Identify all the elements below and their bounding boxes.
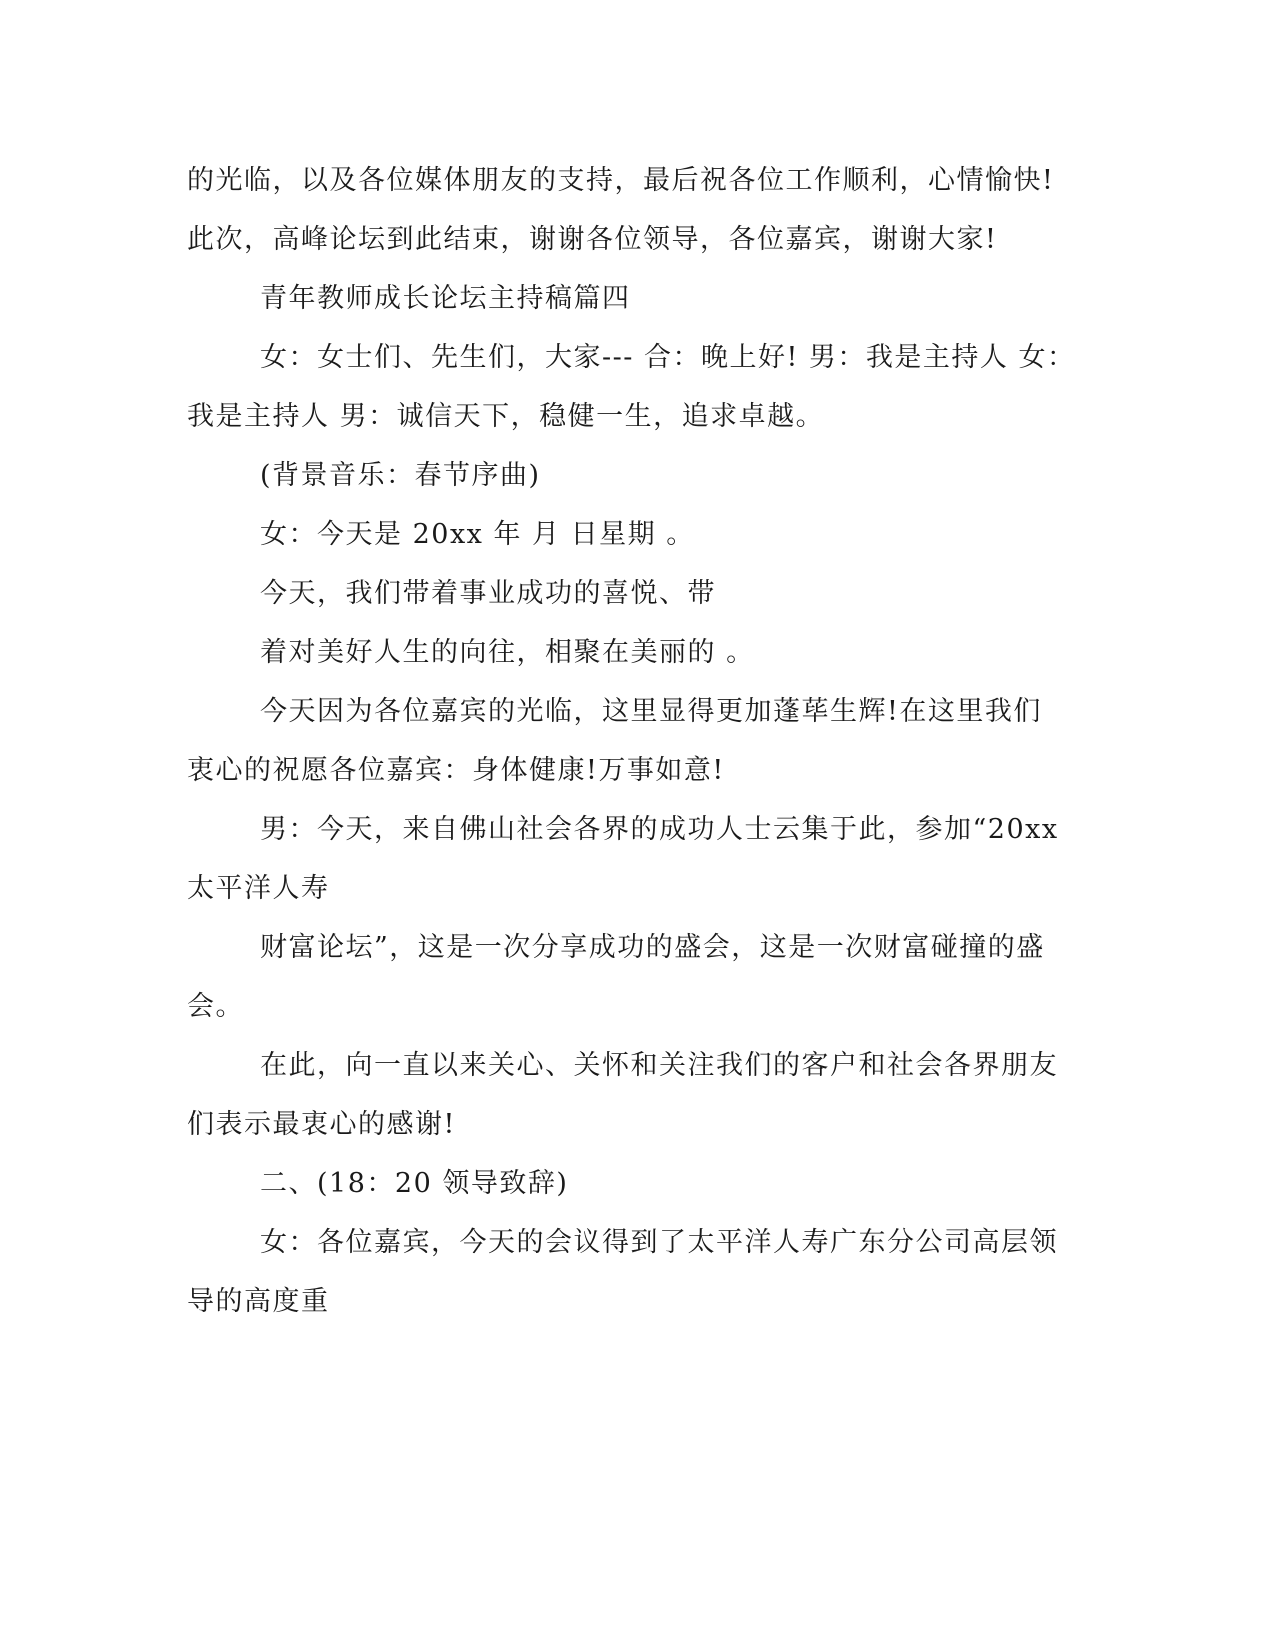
text-line: 太平洋人寿 <box>187 873 330 904</box>
section-heading: 二、(18：20 领导致辞) <box>260 1168 569 1199</box>
text-line: (背景音乐：春节序曲) <box>260 460 541 491</box>
text-line: 今天，我们带着事业成功的喜悦、带 <box>260 578 716 609</box>
text-line: 男：今天，来自佛山社会各界的成功人士云集于此，参加“20xx <box>260 814 1059 845</box>
text-line: 会。 <box>187 991 244 1022</box>
text-line: 财富论坛”，这是一次分享成功的盛会，这是一次财富碰撞的盛 <box>260 932 1045 963</box>
section-heading: 青年教师成长论坛主持稿篇四 <box>260 283 631 314</box>
text-line: 在此，向一直以来关心、关怀和关注我们的客户和社会各界朋友 <box>260 1050 1058 1081</box>
text-line: 着对美好人生的向往，相聚在美丽的 。 <box>260 637 755 668</box>
text-line: 衷心的祝愿各位嘉宾：身体健康!万事如意! <box>187 755 725 786</box>
text-line: 的光临，以及各位媒体朋友的支持，最后祝各位工作顺利，心情愉快! <box>187 165 1055 196</box>
text-line: 女：今天是 20xx 年 月 日星期 。 <box>260 519 695 550</box>
text-line: 此次，高峰论坛到此结束，谢谢各位领导，各位嘉宾，谢谢大家! <box>187 224 998 255</box>
text-line: 女：女士们、先生们，大家--- 合：晚上好! 男：我是主持人 女： <box>260 342 1076 373</box>
text-line: 今天因为各位嘉宾的光临，这里显得更加蓬荜生辉!在这里我们 <box>260 696 1042 727</box>
text-line: 女：各位嘉宾，今天的会议得到了太平洋人寿广东分公司高层领 <box>260 1227 1058 1258</box>
text-line: 导的高度重 <box>187 1286 330 1317</box>
text-line: 我是主持人 男：诚信天下，稳健一生，追求卓越。 <box>187 401 825 432</box>
text-line: 们表示最衷心的感谢! <box>187 1109 456 1140</box>
